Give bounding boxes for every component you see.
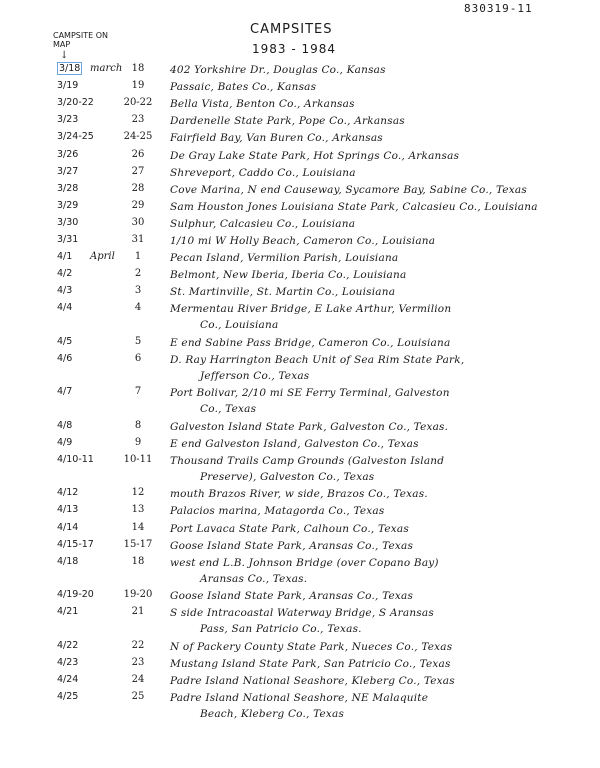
campsite-map-code <box>57 385 119 399</box>
day-number: 7 <box>134 386 142 398</box>
day-number: 23 <box>131 114 145 126</box>
location-text <box>170 555 590 587</box>
day-number: 8 <box>134 419 142 431</box>
campsite-map-code-text: 4/13 <box>57 504 79 516</box>
location-line: mouth Brazos River, w side, Brazos Co., Texas. <box>170 488 428 501</box>
campsite-map-code-text: 3/29 <box>57 199 79 211</box>
campsite-map-code <box>57 113 119 127</box>
day-number: 26 <box>131 148 145 160</box>
campsite-map-code-text: 3/24-25 <box>57 131 94 143</box>
campsite-map-code-text: 4/7 <box>57 386 73 398</box>
location-line: Dardenelle State Park, Pope Co., Arkansas <box>170 115 405 128</box>
day-number: 28 <box>131 182 145 194</box>
day-number: 2 <box>134 268 142 280</box>
campsite-map-code-text: 4/3 <box>57 285 73 297</box>
location-text <box>170 182 590 198</box>
location-line: De Gray Lake State Park, Hot Springs Co., Arkansas <box>170 149 460 162</box>
campsite-map-code <box>57 555 119 569</box>
campsite-map-code <box>57 436 119 450</box>
campsite-map-code-text: 4/9 <box>57 436 73 448</box>
location-text <box>170 639 590 655</box>
campsite-map-code-text: 3/20-22 <box>57 97 94 109</box>
location-line: E end Sabine Pass Bridge, Cameron Co., Louisiana <box>170 336 451 349</box>
campsite-map-code-text: 4/4 <box>57 302 73 314</box>
location-line: Sam Houston Jones Louisiana State Park, Calcasieu Co., Louisiana <box>170 200 538 213</box>
campsite-map-code-text: 4/10-11 <box>57 453 94 465</box>
location-line: Palacios marina, Matagorda Co., Texas <box>170 505 385 518</box>
location-line: Shreveport, Caddo Co., Louisiana <box>170 166 356 179</box>
campsite-map-code-text: 4/22 <box>57 639 79 651</box>
location-text <box>170 199 590 215</box>
location-line: Cove Marina, N end Causeway, Sycamore Bay, Sabine Co., Texas <box>170 183 527 196</box>
campsite-map-code-text: 4/18 <box>57 555 79 567</box>
campsite-map-code-text: 3/30 <box>57 216 79 228</box>
day-number: 19 <box>131 80 145 92</box>
campsite-map-code <box>57 233 119 247</box>
day-number: 29 <box>131 199 145 211</box>
campsite-map-code-text: 4/15-17 <box>57 538 94 550</box>
down-arrow-icon: ↓ <box>60 50 69 61</box>
campsite-map-code <box>57 521 119 535</box>
campsite-column-header: CAMPSITE ON MAP <box>53 31 108 49</box>
location-text <box>170 503 590 519</box>
location-line: west end L.B. Johnson Bridge (over Copano Bay) <box>170 556 439 569</box>
campsite-map-code <box>57 165 119 179</box>
location-text <box>170 267 590 283</box>
campsite-map-code <box>57 284 119 298</box>
location-text <box>170 62 590 78</box>
location-line: Preserve), Galveston Co., Texas <box>200 470 375 483</box>
location-text <box>170 656 590 672</box>
campsite-map-code-text: 4/24 <box>57 673 79 685</box>
location-line: Goose Island State Park, Aransas Co., Texas <box>170 539 414 552</box>
location-text <box>170 130 590 146</box>
location-text <box>170 216 590 232</box>
campsite-map-code <box>57 199 119 213</box>
location-line: Port Bolivar, 2/10 mi SE Ferry Terminal, Galveston <box>170 387 450 400</box>
campsite-map-code <box>57 453 119 467</box>
day-number: 20-22 <box>123 97 153 109</box>
campsite-map-code <box>57 538 119 552</box>
location-line: 1/10 mi W Holly Beach, Cameron Co., Louisiana <box>170 235 436 247</box>
location-text <box>170 605 590 637</box>
location-line: Jefferson Co., Texas <box>200 369 310 382</box>
years-subtitle: 1983 - 1984 <box>252 42 337 56</box>
day-number: 12 <box>131 487 145 499</box>
location-line: Mustang Island State Park, San Patricio Co., Texas <box>170 657 451 670</box>
campsite-map-code <box>57 335 119 349</box>
location-text <box>170 250 590 266</box>
location-line: Beach, Kleberg Co., Texas <box>200 707 345 720</box>
campsite-map-code <box>57 656 119 670</box>
location-line: Sulphur, Calcasieu Co., Louisiana <box>170 217 356 230</box>
campsite-map-code <box>57 352 119 366</box>
location-text <box>170 284 590 300</box>
campsite-map-code <box>57 79 119 93</box>
day-number: 31 <box>131 234 145 245</box>
location-line: Mermentau River Bridge, E Lake Arthur, Vermilion <box>170 303 452 316</box>
location-line: Goose Island State Park, Aransas Co., Texas <box>170 590 414 603</box>
campsite-map-code-text: 3/19 <box>57 80 79 92</box>
day-number: 22 <box>131 639 145 651</box>
day-number: 25 <box>131 690 145 702</box>
location-text <box>170 521 590 537</box>
location-text <box>170 690 590 722</box>
location-line: 402 Yorkshire Dr., Douglas Co., Kansas <box>170 64 386 76</box>
location-line: Fairfield Bay, Van Buren Co., Arkansas <box>170 132 383 145</box>
campsite-map-code <box>57 96 119 110</box>
day-number: 10-11 <box>123 453 153 465</box>
campsite-map-code-text: 4/12 <box>57 487 79 499</box>
location-line: Aransas Co., Texas. <box>200 572 308 585</box>
campsite-map-code <box>57 182 119 196</box>
location-text <box>170 419 590 435</box>
day-number: 18 <box>131 63 145 74</box>
location-line: E end Galveston Island, Galveston Co., Texas <box>170 437 419 450</box>
campsite-map-code-text: 4/2 <box>57 268 73 280</box>
document-id: 830319-11 <box>464 2 533 15</box>
location-line: S side Intracoastal Waterway Bridge, S Aransas <box>170 607 434 620</box>
campsite-map-code-text: 4/6 <box>57 352 73 364</box>
location-line: Belmont, New Iberia, Iberia Co., Louisiana <box>170 269 407 282</box>
location-text <box>170 486 590 502</box>
day-number: 24 <box>131 673 145 685</box>
campsite-map-code-text: 4/19-20 <box>57 589 94 601</box>
campsite-map-code <box>57 486 119 500</box>
location-text <box>170 113 590 129</box>
campsite-map-code-text: 3/18 <box>59 63 81 74</box>
campsite-map-code-text: 4/25 <box>57 690 79 702</box>
campsite-map-code-text: 3/28 <box>57 182 79 194</box>
campsite-map-code <box>57 673 119 687</box>
day-number: 14 <box>131 521 145 533</box>
page-title: CAMPSITES <box>250 22 333 37</box>
location-line: Padre Island National Seashore, NE Malaquite <box>170 691 429 704</box>
location-text <box>170 453 590 485</box>
location-line: D. Ray Harrington Beach Unit of Sea Rim State Park, <box>170 353 465 366</box>
location-text <box>170 335 590 351</box>
campsite-map-code-text: 3/31 <box>57 234 79 245</box>
day-number: 1 <box>134 251 142 263</box>
day-number: 30 <box>131 216 145 228</box>
month-label: April <box>90 251 115 263</box>
campsite-map-code <box>57 605 119 619</box>
location-line: Bella Vista, Benton Co., Arkansas <box>170 98 355 111</box>
day-number: 13 <box>131 504 145 516</box>
campsite-map-code <box>57 216 119 230</box>
campsite-map-code-text: 4/8 <box>57 419 73 431</box>
day-number: 18 <box>131 555 145 567</box>
location-text <box>170 79 590 95</box>
month-label: march <box>90 63 123 74</box>
day-number: 27 <box>131 165 145 177</box>
day-number: 6 <box>134 352 142 364</box>
location-text <box>170 436 590 452</box>
campsite-map-code-text: 4/14 <box>57 521 79 533</box>
campsite-map-code-text: 3/23 <box>57 114 79 126</box>
location-line: Pecan Island, Vermilion Parish, Louisiana <box>170 252 399 265</box>
day-number: 3 <box>134 285 142 297</box>
location-line: Padre Island National Seashore, Kleberg Co., Texas <box>170 674 455 687</box>
campsite-map-code <box>57 130 119 144</box>
day-number: 4 <box>134 302 142 314</box>
location-text <box>170 673 590 689</box>
campsite-map-code <box>57 267 119 281</box>
location-text <box>170 538 590 554</box>
day-number: 23 <box>131 656 145 668</box>
location-line: Port Lavaca State Park, Calhoun Co., Texas <box>170 522 409 535</box>
campsite-map-code-text: 4/5 <box>57 335 73 347</box>
location-text <box>170 233 590 249</box>
location-line: Co., Texas <box>200 403 257 416</box>
campsite-map-code-text: 4/1 <box>57 251 73 263</box>
location-text <box>170 96 590 112</box>
location-line: Co., Louisiana <box>200 319 279 332</box>
day-number: 24-25 <box>123 131 153 143</box>
campsite-map-code <box>57 503 119 517</box>
location-line: Galveston Island State Park, Galveston Co., Texas. <box>170 420 449 433</box>
location-text <box>170 385 590 417</box>
location-line: N of Packery County State Park, Nueces Co., Texas <box>170 640 453 653</box>
day-number: 5 <box>134 335 142 347</box>
location-text <box>170 352 590 384</box>
campsite-map-code-text: 4/23 <box>57 656 79 668</box>
day-number: 21 <box>131 606 145 618</box>
campsite-map-code <box>57 419 119 433</box>
location-text <box>170 301 590 333</box>
campsite-map-code <box>57 148 119 162</box>
campsite-map-code <box>57 690 119 704</box>
campsite-map-code-text: 3/27 <box>57 165 79 177</box>
location-line: St. Martinville, St. Martin Co., Louisiana <box>170 286 396 299</box>
day-number: 9 <box>134 436 142 448</box>
campsite-map-code-text: 3/26 <box>57 148 79 160</box>
location-line: Pass, San Patricio Co., Texas. <box>200 623 362 636</box>
day-number: 19-20 <box>123 589 153 601</box>
campsite-map-code <box>57 588 119 602</box>
day-number: 15-17 <box>123 538 153 550</box>
location-text <box>170 588 590 604</box>
campsite-map-code <box>57 301 119 315</box>
campsite-map-code-text: 4/21 <box>57 606 79 618</box>
location-text <box>170 148 590 164</box>
location-line: Thousand Trails Camp Grounds (Galveston Island <box>170 454 445 467</box>
campsite-map-code <box>57 639 119 653</box>
location-line: Passaic, Bates Co., Kansas <box>170 81 317 94</box>
location-text <box>170 165 590 181</box>
